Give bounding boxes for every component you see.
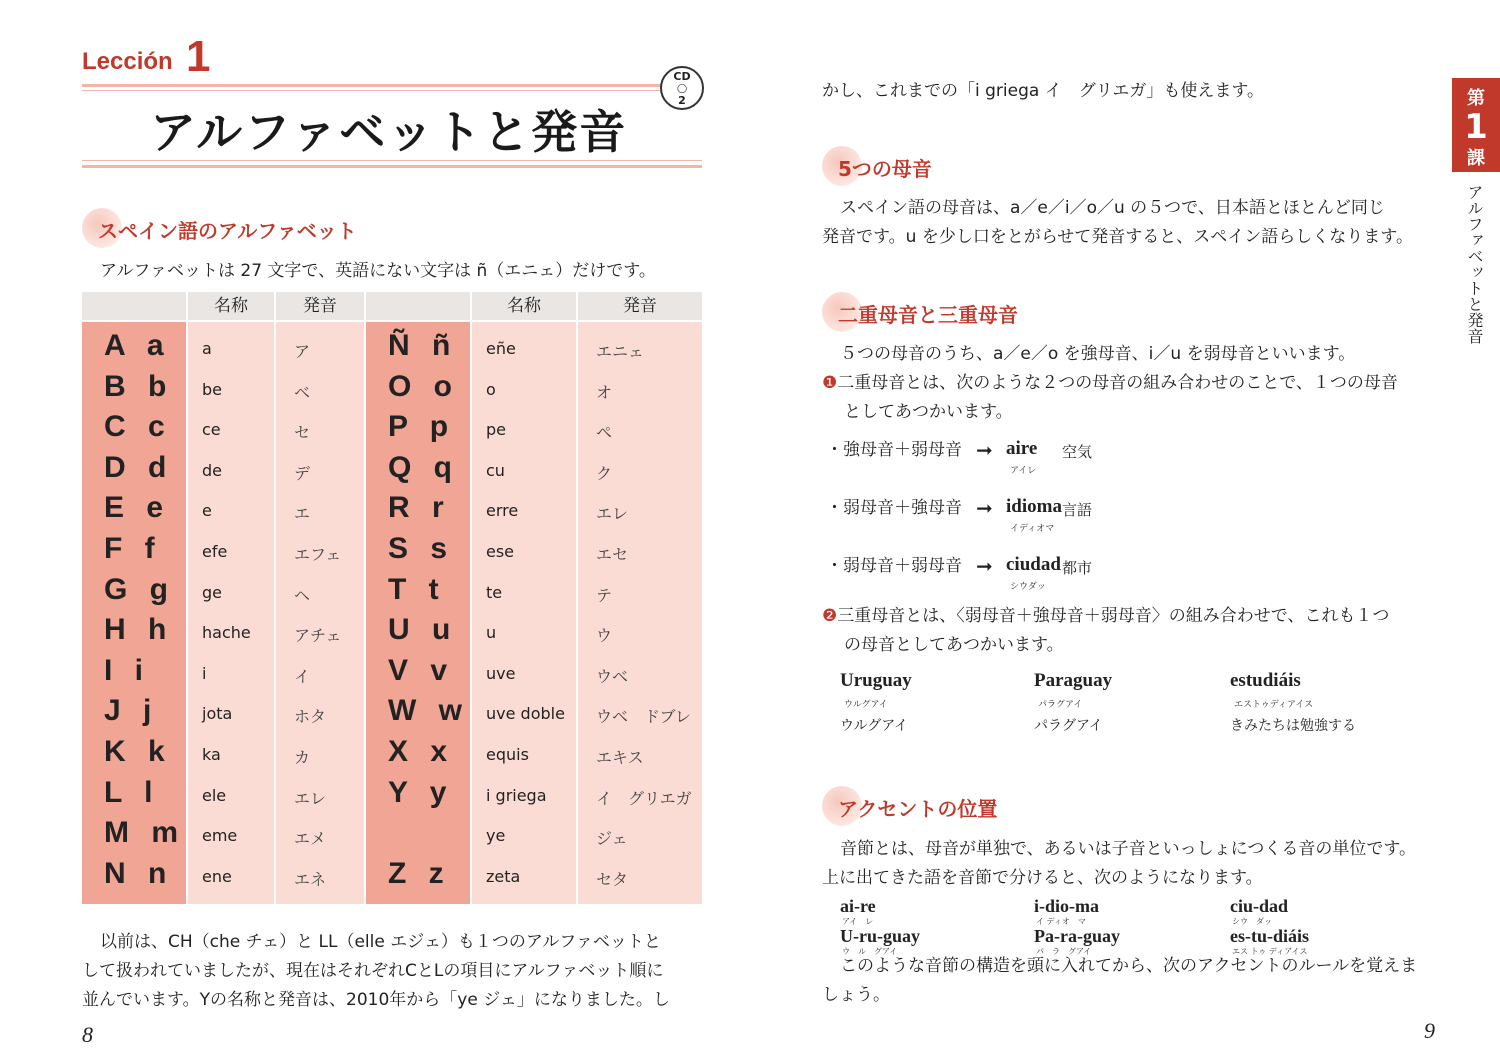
letter-sound: テ <box>596 585 613 605</box>
para-line: 発音です。u を少し口をとがらせて発音すると、スペイン語らしくなります。 <box>822 227 1413 247</box>
alphabet-letters: A a <box>104 329 164 362</box>
letter-name: be <box>202 379 222 399</box>
letter-sound: エメ <box>294 829 327 849</box>
letter-name: te <box>486 582 503 602</box>
alphabet-letters: H h <box>104 613 167 647</box>
table-header: 発音 <box>578 292 702 320</box>
letter-sound: セ <box>294 423 311 443</box>
point2-num-icon: ❷ <box>822 606 838 626</box>
table-header-blank <box>366 292 470 320</box>
example-meaning: 空気 <box>1062 445 1093 461</box>
letter-sound: ベ <box>294 382 311 402</box>
para-line: 上に出てきた語を音節で分けると、次のようになります。 <box>822 868 1263 888</box>
letter-name: eme <box>202 826 238 846</box>
alphabet-letters: L l <box>104 775 153 809</box>
alphabet-letters: T t <box>388 572 439 606</box>
divider <box>82 84 702 87</box>
alphabet-letters: U u <box>388 613 451 647</box>
syllable-word: ai-re <box>840 896 876 916</box>
chapter-ka: 課 <box>1467 148 1485 169</box>
alphabet-letters: C c <box>104 410 165 444</box>
divider <box>82 90 702 91</box>
alphabet-intro: アルファベットは 27 文字で、英語にない文字は ñ（エニェ）だけです。 <box>100 261 656 281</box>
alphabet-letters: Q q <box>388 450 452 484</box>
example-word: ciudad <box>1006 554 1061 575</box>
letter-sound: エフェ <box>294 545 342 564</box>
cd-track: 2 <box>678 94 686 107</box>
letter-name: ene <box>202 866 232 886</box>
triph-meaning: ウルグアイ <box>840 718 909 734</box>
example-word: aire <box>1006 438 1038 459</box>
sounds-column <box>276 322 364 904</box>
letter-sound: エレ <box>294 788 327 808</box>
arrow-icon: ➞ <box>976 496 993 520</box>
letter-name: i griega <box>486 785 547 805</box>
example-ruby: シウダッ <box>1010 582 1046 592</box>
alphabet-letters: K k <box>104 735 165 768</box>
letter-name: jota <box>202 704 233 724</box>
alphabet-letters: G g <box>104 572 168 606</box>
syllable-word: ciu-dad <box>1230 896 1289 916</box>
letter-sound: エレ <box>596 504 629 524</box>
letter-sound: ペ <box>596 423 613 443</box>
names-column <box>188 322 274 904</box>
syllable-ruby: パ ラ グアイ <box>1036 947 1092 956</box>
letter-name: uve <box>486 663 516 683</box>
alphabet-letters: Ñ ñ <box>388 329 451 362</box>
alphabet-letters: Z z <box>388 856 444 890</box>
point2 <box>822 602 1389 660</box>
alphabet-letters: W w <box>388 694 462 728</box>
page-number-right: 9 <box>1424 1018 1435 1043</box>
letter-sound: エキス <box>596 748 644 767</box>
heading-text: 二重母音と三重母音 <box>838 303 1018 327</box>
letter-name: i <box>202 663 207 683</box>
cd-disc-icon: ◯ <box>676 84 688 94</box>
alphabet-letters: X x <box>388 735 448 768</box>
accent-closing <box>822 952 1417 1010</box>
para-line: このような音節の構造を頭に入れてから、次のアクセントのルールを覚えま <box>840 956 1418 976</box>
letter-name: cu <box>486 460 505 480</box>
letter-name: e <box>202 501 212 521</box>
alphabet-letters: P p <box>388 410 449 444</box>
heading-text: アクセントの位置 <box>838 797 998 821</box>
alphabet-letters: O o <box>388 369 452 403</box>
alphabet-letters: S s <box>388 532 448 565</box>
letter-name: ce <box>202 420 221 440</box>
triph-word: Paraguay <box>1034 670 1113 691</box>
chapter-num: 1 <box>1464 107 1488 147</box>
letter-sound: エ <box>294 504 311 524</box>
letter-sound: ジェ <box>596 829 628 849</box>
letter-sound: ア <box>294 342 311 361</box>
letter-sound: ヘ <box>294 585 311 605</box>
letter-sound: イ <box>294 666 311 686</box>
page-number-left: 8 <box>82 1022 93 1047</box>
example-rule: ・強母音＋弱母音 <box>826 440 962 460</box>
letter-name: ge <box>202 582 222 602</box>
letter-name: uve doble <box>486 704 565 724</box>
table-header: 名称 <box>188 292 274 320</box>
syllable-word: i-dio-ma <box>1034 896 1099 916</box>
syllable-word: es-tu-diáis <box>1230 926 1310 946</box>
triph-meaning: パラグアイ <box>1034 718 1103 734</box>
letter-sound: エネ <box>294 869 327 889</box>
letter-name: o <box>486 379 496 399</box>
lesson-label: Lección <box>82 48 173 75</box>
letter-sound: エセ <box>596 545 629 564</box>
letter-sound: セタ <box>596 869 629 889</box>
point1 <box>822 369 1398 427</box>
alphabet-letters: I i <box>104 653 144 687</box>
page-title: アルファベットと発音 <box>150 105 628 159</box>
example-meaning: 都市 <box>1062 561 1093 577</box>
note-line: 並んでいます。Yの名称と発音は、2010年から「ye ジェ」になりました。し <box>82 990 670 1010</box>
cd-label: CD <box>673 70 691 83</box>
letter-sound: アチェ <box>294 626 342 646</box>
letter-sound: ク <box>596 463 613 483</box>
alphabet-letters: V v <box>388 653 448 687</box>
accent-paragraph <box>822 835 1416 893</box>
example-word: idioma <box>1006 496 1062 517</box>
syllable-ruby: イ ディオ マ <box>1036 917 1086 926</box>
example-ruby: イディオマ <box>1010 524 1055 534</box>
chapter-tab <box>1452 78 1500 172</box>
syllable-word: U-ru-guay <box>840 926 920 946</box>
table-header: 発音 <box>276 292 364 320</box>
triph-ruby: エストゥディアイス <box>1234 700 1314 710</box>
para-line: しょう。 <box>822 985 890 1005</box>
triph-meaning: きみたちは勉強する <box>1230 718 1356 734</box>
names-column <box>472 322 576 904</box>
lesson-number: 1 <box>186 32 211 81</box>
diphthong-intro: ５つの母音のうち、a／e／o を強母音、i／u を弱母音といいます。 <box>840 344 1356 364</box>
letter-sound: ウベ <box>596 666 629 686</box>
syllable-word: Pa-ra-guay <box>1034 926 1120 946</box>
letter-name: efe <box>202 542 228 561</box>
alphabet-letters: R r <box>388 491 444 525</box>
letter-name: erre <box>486 501 519 521</box>
example-meaning: 言語 <box>1062 503 1093 519</box>
alphabet-table <box>82 292 702 904</box>
letter-name: ele <box>202 785 227 805</box>
triph-ruby: パラグアイ <box>1038 700 1083 710</box>
sounds-column <box>578 322 702 904</box>
syllable-ruby: アイ レ <box>842 917 874 926</box>
heading-text: 5つの母音 <box>838 157 932 181</box>
alphabet-letters: J j <box>104 694 152 728</box>
arrow-icon: ➞ <box>976 554 993 578</box>
alphabet-letters: Y y <box>388 775 447 809</box>
letter-sound: オ <box>596 382 613 402</box>
letter-name: equis <box>486 745 529 764</box>
letter-sound: イ グリエガ <box>596 788 692 808</box>
para-line: スペイン語の母音は、a／e／i／o／u の５つで、日本語とほとんど同じ <box>840 198 1385 218</box>
cd-icon <box>660 66 704 110</box>
triph-word: estudiáis <box>1230 670 1301 691</box>
letter-name: ye <box>486 826 506 846</box>
alphabet-letters: B b <box>104 369 167 403</box>
arrow-icon: ➞ <box>976 438 993 462</box>
alphabet-letters: F f <box>104 532 155 565</box>
syllable-ruby: ウ ル グアイ <box>842 947 898 956</box>
letter-name: ka <box>202 745 221 764</box>
example-ruby: アイレ <box>1010 466 1037 476</box>
triph-word: Uruguay <box>840 670 912 691</box>
note-line: して扱われていましたが、現在はそれぞれCとLの項目にアルファベット順に <box>82 961 664 981</box>
para-line: の母音としてあつかいます。 <box>844 635 1064 655</box>
note-paragraph <box>82 928 670 1015</box>
letter-name: eñe <box>486 339 516 358</box>
alphabet-letters: E e <box>104 491 164 525</box>
table-header-blank <box>82 292 186 320</box>
syllable-ruby: シウ ダッ <box>1232 917 1272 926</box>
letter-name: a <box>202 339 212 358</box>
letter-sound: ウベ ドブレ <box>596 707 691 727</box>
letter-name: u <box>486 623 497 643</box>
syllable-ruby: エス トゥ ディアイス <box>1232 947 1308 956</box>
alphabet-letters: D d <box>104 450 167 484</box>
chapter-dai: 第 <box>1467 88 1485 109</box>
triph-ruby: ウルグアイ <box>844 700 888 710</box>
letter-sound: デ <box>294 463 311 483</box>
letter-sound: エニェ <box>596 342 645 361</box>
alphabet-letters: M m <box>104 816 178 850</box>
para-line: 音節とは、母音が単独で、あるいは子音といっしょにつくる音の単位です。 <box>840 839 1416 859</box>
note-line: 以前は、CH（che チェ）と LL（elle エジェ）も１つのアルファベットと <box>100 932 661 952</box>
example-rule: ・弱母音＋弱母音 <box>826 556 962 576</box>
letter-name: hache <box>202 623 251 643</box>
letter-name: de <box>202 460 222 480</box>
para-line: 二重母音とは、次のような２つの母音の組み合わせのことで、１つの母音 <box>837 373 1398 393</box>
example-rule: ・弱母音＋強母音 <box>826 498 962 518</box>
para-line: としてあつかいます。 <box>844 402 1013 422</box>
alphabet-letters: N n <box>104 856 167 890</box>
divider <box>82 160 702 161</box>
letter-name: zeta <box>486 866 521 886</box>
letter-sound: ウ <box>596 626 613 646</box>
letter-sound: ホタ <box>294 707 327 727</box>
continued-line: かし、これまでの「i griega イ グリエガ」も使えます。 <box>822 81 1265 101</box>
divider <box>82 165 702 168</box>
letter-name: pe <box>486 420 506 440</box>
heading-text: スペイン語のアルファベット <box>98 219 357 243</box>
letter-name: ese <box>486 542 515 561</box>
side-title: アルファベットと発音 <box>1465 184 1484 344</box>
table-header: 名称 <box>472 292 576 320</box>
vowels-paragraph <box>822 194 1413 252</box>
point1-num-icon: ❶ <box>822 373 838 393</box>
letter-sound: カ <box>294 748 311 767</box>
para-line: 三重母音とは、〈弱母音＋強母音＋弱母音〉の組み合わせで、これも１つ <box>837 606 1390 626</box>
